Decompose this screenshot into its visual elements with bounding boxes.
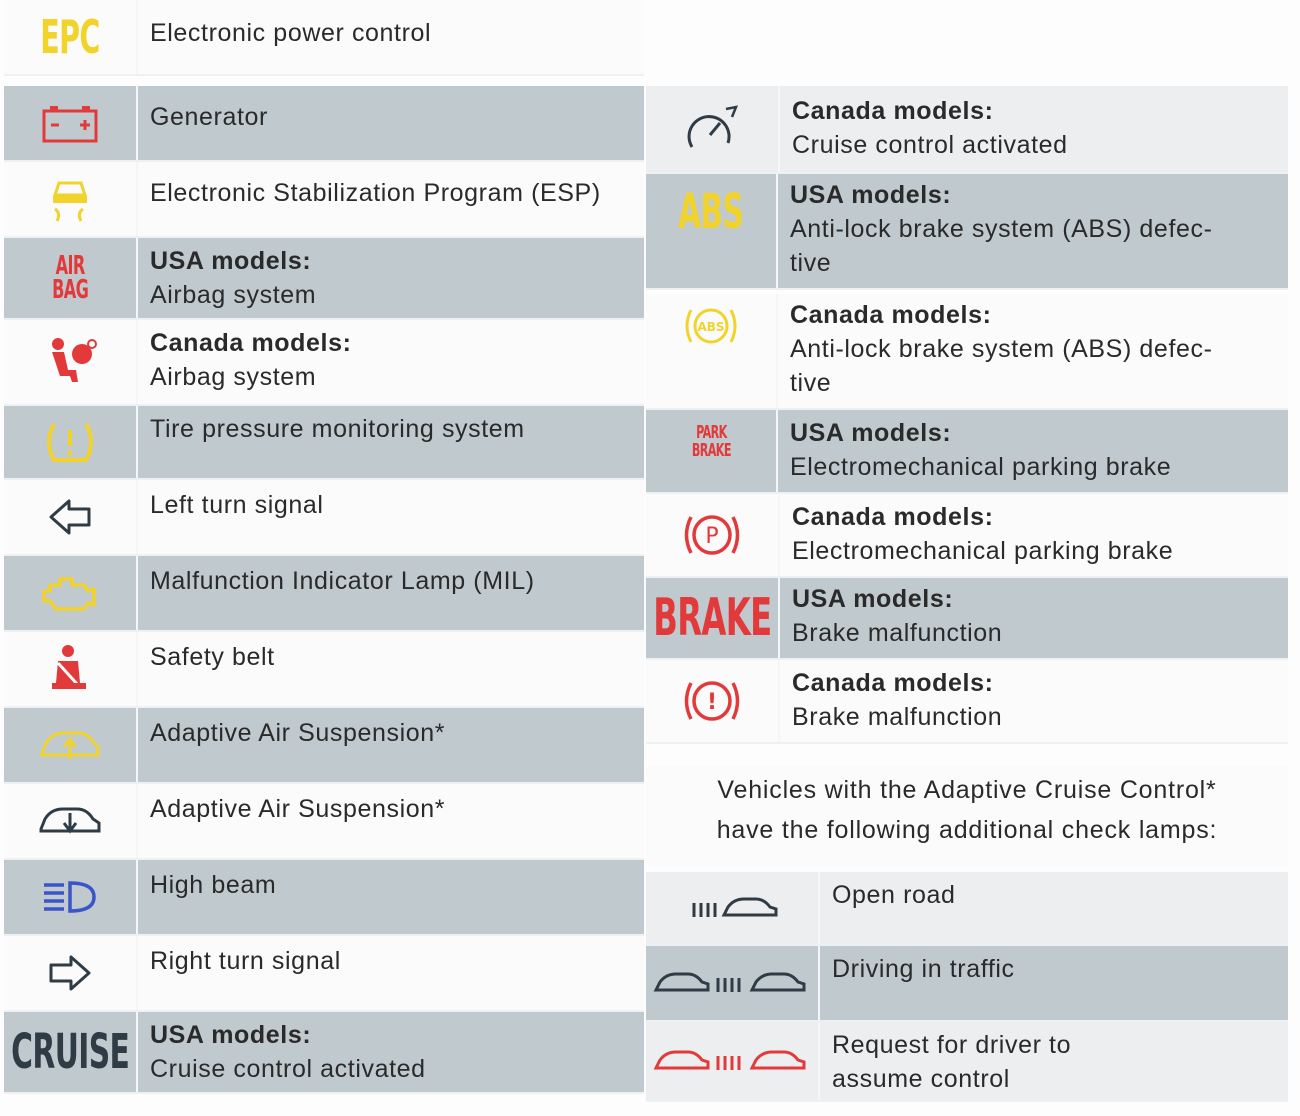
item-label: High beam xyxy=(150,871,277,899)
list-item xyxy=(646,946,1288,1022)
list-item xyxy=(646,494,1288,578)
suspension-up-icon xyxy=(4,708,138,782)
note-line: Vehicles with the Adaptive Cruise Control* xyxy=(717,776,1217,804)
item-heading: Canada models: xyxy=(792,669,994,697)
list-item xyxy=(646,410,1288,494)
item-label: Electromechanical parking brake xyxy=(790,453,1172,481)
item-label: Electronic power control xyxy=(150,19,432,47)
epc-text-icon: EPC xyxy=(4,0,138,74)
list-item xyxy=(4,238,644,320)
list-item xyxy=(646,872,1288,946)
svg-text:P: P xyxy=(705,524,719,549)
list-item xyxy=(4,784,644,860)
item-label: Request for driver to xyxy=(832,1031,1072,1059)
airbag-text-icon: AIR BAG xyxy=(4,238,138,318)
list-item xyxy=(646,660,1288,744)
item-heading: USA models: xyxy=(790,181,952,209)
list-item xyxy=(4,1012,644,1094)
item-label-cont: tive xyxy=(790,369,832,397)
svg-text:ABS: ABS xyxy=(697,320,725,334)
list-item xyxy=(646,294,1288,410)
list-item xyxy=(4,708,644,784)
driver-takeover-icon xyxy=(646,1022,820,1100)
item-heading: Canada models: xyxy=(790,301,992,329)
item-label: Open road xyxy=(832,881,956,909)
park-brake-text-icon: PARK BRAKE xyxy=(646,410,778,492)
speedometer-icon xyxy=(646,86,780,172)
list-item xyxy=(4,936,644,1012)
item-label: Cruise control activated xyxy=(150,1055,426,1083)
parking-brake-circle-icon xyxy=(646,494,780,576)
brake-text-icon: BRAKE xyxy=(646,578,780,658)
suspension-down-icon xyxy=(4,784,138,858)
list-item xyxy=(4,86,644,162)
item-label: Cruise control activated xyxy=(792,131,1068,159)
list-item xyxy=(4,556,644,632)
item-label: Airbag system xyxy=(150,363,317,391)
list-item xyxy=(646,86,1288,174)
open-road-icon xyxy=(646,872,820,944)
item-heading: Canada models: xyxy=(792,97,994,125)
battery-icon xyxy=(4,86,138,160)
item-label: Left turn signal xyxy=(150,491,324,519)
seatbelt-icon xyxy=(4,632,138,706)
list-item xyxy=(646,174,1288,290)
left-arrow-icon xyxy=(4,480,138,554)
item-label: Tire pressure monitoring system xyxy=(150,415,525,443)
item-heading: Canada models: xyxy=(150,329,352,357)
engine-icon xyxy=(4,556,138,630)
list-item xyxy=(4,162,644,238)
cruise-text-icon: CRUISE xyxy=(4,1012,138,1092)
traffic-icon xyxy=(646,946,820,1020)
svg-text:!: ! xyxy=(706,690,718,715)
item-heading: USA models: xyxy=(150,1021,312,1049)
acc-note xyxy=(646,766,1288,866)
list-item xyxy=(646,578,1288,660)
item-label: Brake malfunction xyxy=(792,703,1003,731)
item-label: Adaptive Air Suspension* xyxy=(150,795,446,823)
high-beam-icon xyxy=(4,860,138,934)
list-item xyxy=(4,632,644,708)
list-item xyxy=(4,860,644,936)
tire-pressure-icon xyxy=(4,406,138,478)
item-label: Safety belt xyxy=(150,643,275,671)
item-label: Driving in traffic xyxy=(832,955,1015,983)
list-item xyxy=(4,0,644,76)
item-label: Electromechanical parking brake xyxy=(792,537,1174,565)
list-item xyxy=(646,1022,1288,1102)
list-item xyxy=(4,480,644,556)
abs-circle-icon xyxy=(646,294,778,408)
item-label: Right turn signal xyxy=(150,947,341,975)
airbag-person-icon xyxy=(4,320,138,404)
item-label: Anti-lock brake system (ABS) defec- xyxy=(790,215,1213,243)
note-line: have the following additional check lamps: xyxy=(716,816,1218,844)
list-item xyxy=(4,320,644,406)
item-heading: Canada models: xyxy=(792,503,994,531)
item-label: Brake malfunction xyxy=(792,619,1003,647)
item-label-cont: tive xyxy=(790,249,832,277)
item-heading: USA models: xyxy=(792,585,954,613)
list-item xyxy=(4,406,644,480)
item-label: Adaptive Air Suspension* xyxy=(150,719,446,747)
right-arrow-icon xyxy=(4,936,138,1010)
item-label: Electronic Stabilization Program (ESP) xyxy=(150,179,601,207)
abs-text-icon: ABS xyxy=(646,174,778,288)
item-label: Anti-lock brake system (ABS) defec- xyxy=(790,335,1213,363)
item-label: Malfunction Indicator Lamp (MIL) xyxy=(150,567,535,595)
item-heading: USA models: xyxy=(150,247,312,275)
brake-circle-icon xyxy=(646,660,780,742)
item-label-cont: assume control xyxy=(832,1065,1010,1093)
item-label: Airbag system xyxy=(150,281,317,309)
item-heading: USA models: xyxy=(790,419,952,447)
esp-car-skid-icon xyxy=(4,162,138,236)
item-label: Generator xyxy=(150,103,268,131)
